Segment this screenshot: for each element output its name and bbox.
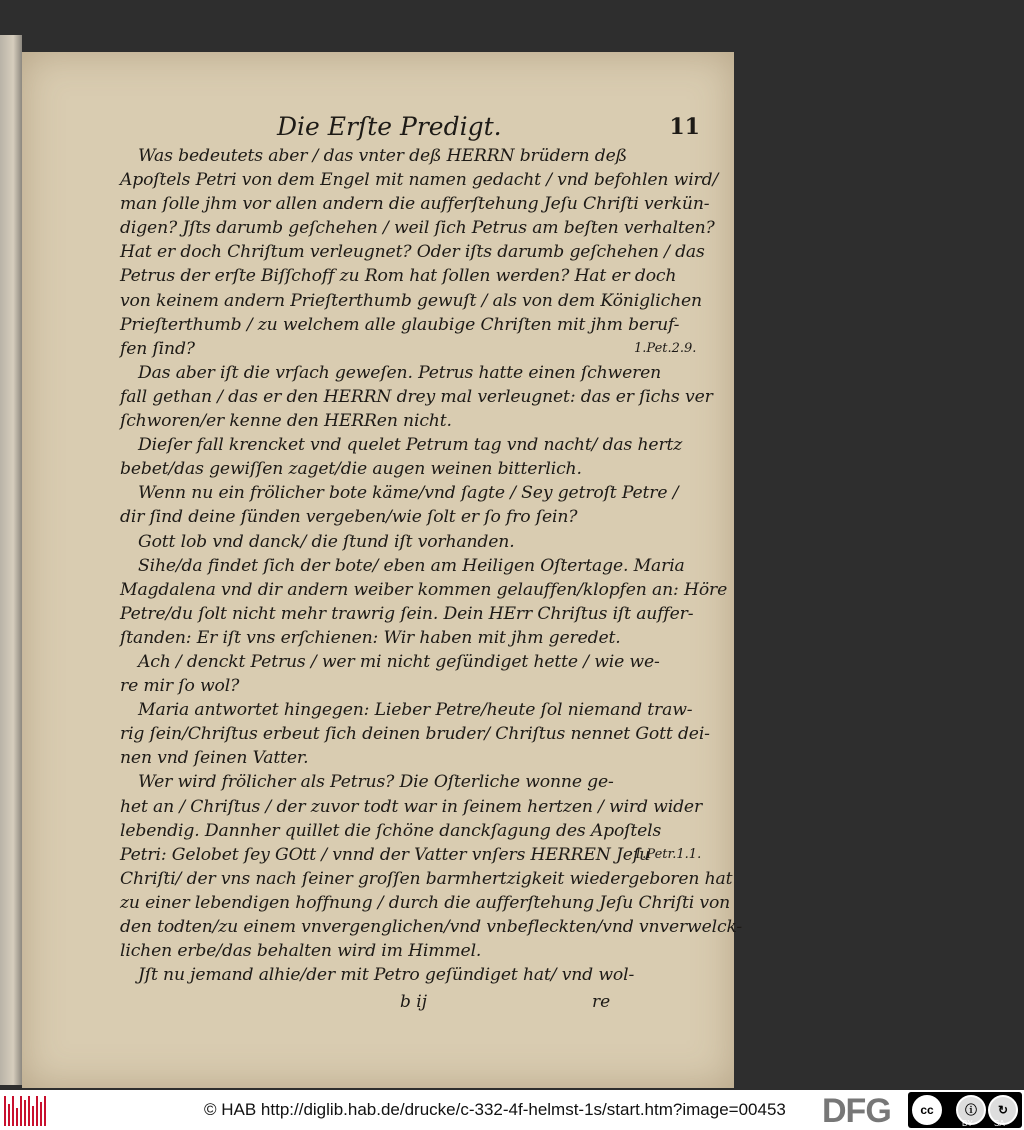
page-number: 11 [669, 114, 700, 140]
cc-license-badge[interactable] [908, 1092, 1022, 1128]
text-line: dir ſind deine ſünden vergeben/wie ſolt er ſo fro ſein? [120, 507, 578, 528]
previous-page-edge [0, 35, 22, 1085]
footer-bar [0, 1090, 1024, 1130]
dfg-logo: DFG [822, 1092, 891, 1130]
text-line: digen? Jſts darumb geſchehen / weil ſich Petrus am beſten verhalten? [120, 218, 715, 239]
text-line: Maria antwortet hingegen: Lieber Petre/heute ſol niemand traw- [138, 700, 693, 721]
text-line: Gott lob vnd danck/ die ſtund iſt vorhanden. [138, 531, 515, 552]
text-line: Chriſti/ der vns nach ſeiner groſſen barmhertzigkeit wiedergeboren hat [120, 868, 733, 889]
margin-notes [634, 52, 734, 1052]
copyright-link[interactable]: © HAB http://diglib.hab.de/drucke/c-332-4f-helmst-1s/start.htm?image=00453 [204, 1100, 786, 1119]
text-line: Wenn nu ein frölicher bote käme/vnd ſagte / Sey getroſt Petre / [138, 483, 679, 504]
text-line: het an / Chriſtus / der zuvor todt war in ſeinem hertzen / wird wider [120, 796, 703, 817]
text-line: ſchworen/er kenne den HERRen nicht. [120, 411, 452, 432]
text-line: ſtanden: Er iſt vns erſchienen: Wir haben mit jhm geredet. [120, 627, 621, 648]
text-line: Sihe/da findet ſich der bote/ eben am Heiligen Oſtertage. Maria [138, 555, 685, 576]
text-line: lebendig. Dannher quillet die ſchöne danckſagung des Apoſtels [120, 820, 662, 841]
cc-icon: cc [912, 1095, 942, 1125]
text-line: Prieſterthumb / zu welchem alle glaubige Chriſten mit jhm beruf- [120, 314, 680, 335]
text-line: Apoſtels Petri von dem Engel mit namen gedacht / vnd befohlen wird/ [120, 170, 719, 191]
page-header [42, 112, 714, 146]
text-line: Das aber iſt die vrſach geweſen. Petrus hatte einen ſchweren [138, 362, 662, 383]
attribution-icon: ⓘ [956, 1095, 986, 1125]
by-label: BY [962, 1119, 973, 1128]
text-line: bebet/das gewiſſen zaget/die augen weinen bitterlich. [120, 459, 582, 480]
margin-note: 1.Petr.1.1. [634, 846, 702, 862]
margin-note: 1.Pet.2.9. [634, 340, 697, 356]
text-line: von keinem andern Prieſterthumb gewuſt / als von dem Königlichen [120, 290, 702, 311]
text-line: Ach / denckt Petrus / wer mi nicht geſündiget hette / wie we- [138, 651, 660, 672]
text-line: Jſt nu jemand alhie/der mit Petro geſündiget hat/ vnd wol- [138, 965, 635, 986]
text-line: lichen erbe/das behalten wird im Himmel. [120, 941, 482, 962]
text-line: fall gethan / das er den HERRN drey mal verleugnet: das er ſichs ver [120, 386, 713, 407]
catchword: re [592, 992, 611, 1012]
text-line: man ſolle jhm vor allen andern die aufferſtehung Jeſu Chriſti verkün- [120, 194, 710, 215]
text-line: Dieſer fall krencket vnd quelet Petrum tag vnd nacht/ das hertz [138, 435, 683, 456]
share-alike-icon: ↻ [988, 1095, 1018, 1125]
text-line: den todten/zu einem vnvergenglichen/vnd vnbefleckten/vnd vnverwelck- [120, 917, 743, 937]
text-line: Wer wird frölicher als Petrus? Die Oſterliche wonne ge- [138, 772, 614, 793]
book-page [22, 52, 743, 1088]
text-line: Hat er doch Chriſtum verleugnet? Oder iſts darumb geſchehen / das [120, 242, 705, 263]
hab-logo-icon [4, 1094, 48, 1126]
text-line: rig ſein/Chriſtus erbeut ſich deinen bruder/ Chriſtus nennet Gott dei- [120, 724, 710, 745]
text-line: nen vnd ſeinen Vatter. [120, 748, 309, 769]
text-line: Petre/du ſolt nicht mehr trawrig ſein. Dein HErr Chriſtus iſt auffer- [120, 603, 694, 624]
text-line: fen ſind? [120, 338, 195, 359]
sa-label: SA [994, 1119, 1005, 1128]
text-line: Was bedeutets aber / das vnter deß HERRN brüdern deß [138, 146, 627, 166]
text-line: Petri: Gelobet ſey GOtt / vnnd der Vatter vnſers HERREN Jeſu [120, 844, 650, 865]
text-line: re mir ſo wol? [120, 676, 240, 697]
text-line: zu einer lebendigen hoffnung / durch die aufferſtehung Jeſu Chriſti von [120, 892, 731, 913]
text-line: Petrus der erſte Biſſchoff zu Rom hat ſollen werden? Hat er doch [120, 266, 677, 287]
text-line: Magdalena vnd dir andern weiber kommen gelauffen/klopfen an: Höre [120, 579, 728, 600]
signature-mark: b ij [400, 992, 427, 1012]
running-title: Die Erſte Predigt. [277, 112, 502, 141]
